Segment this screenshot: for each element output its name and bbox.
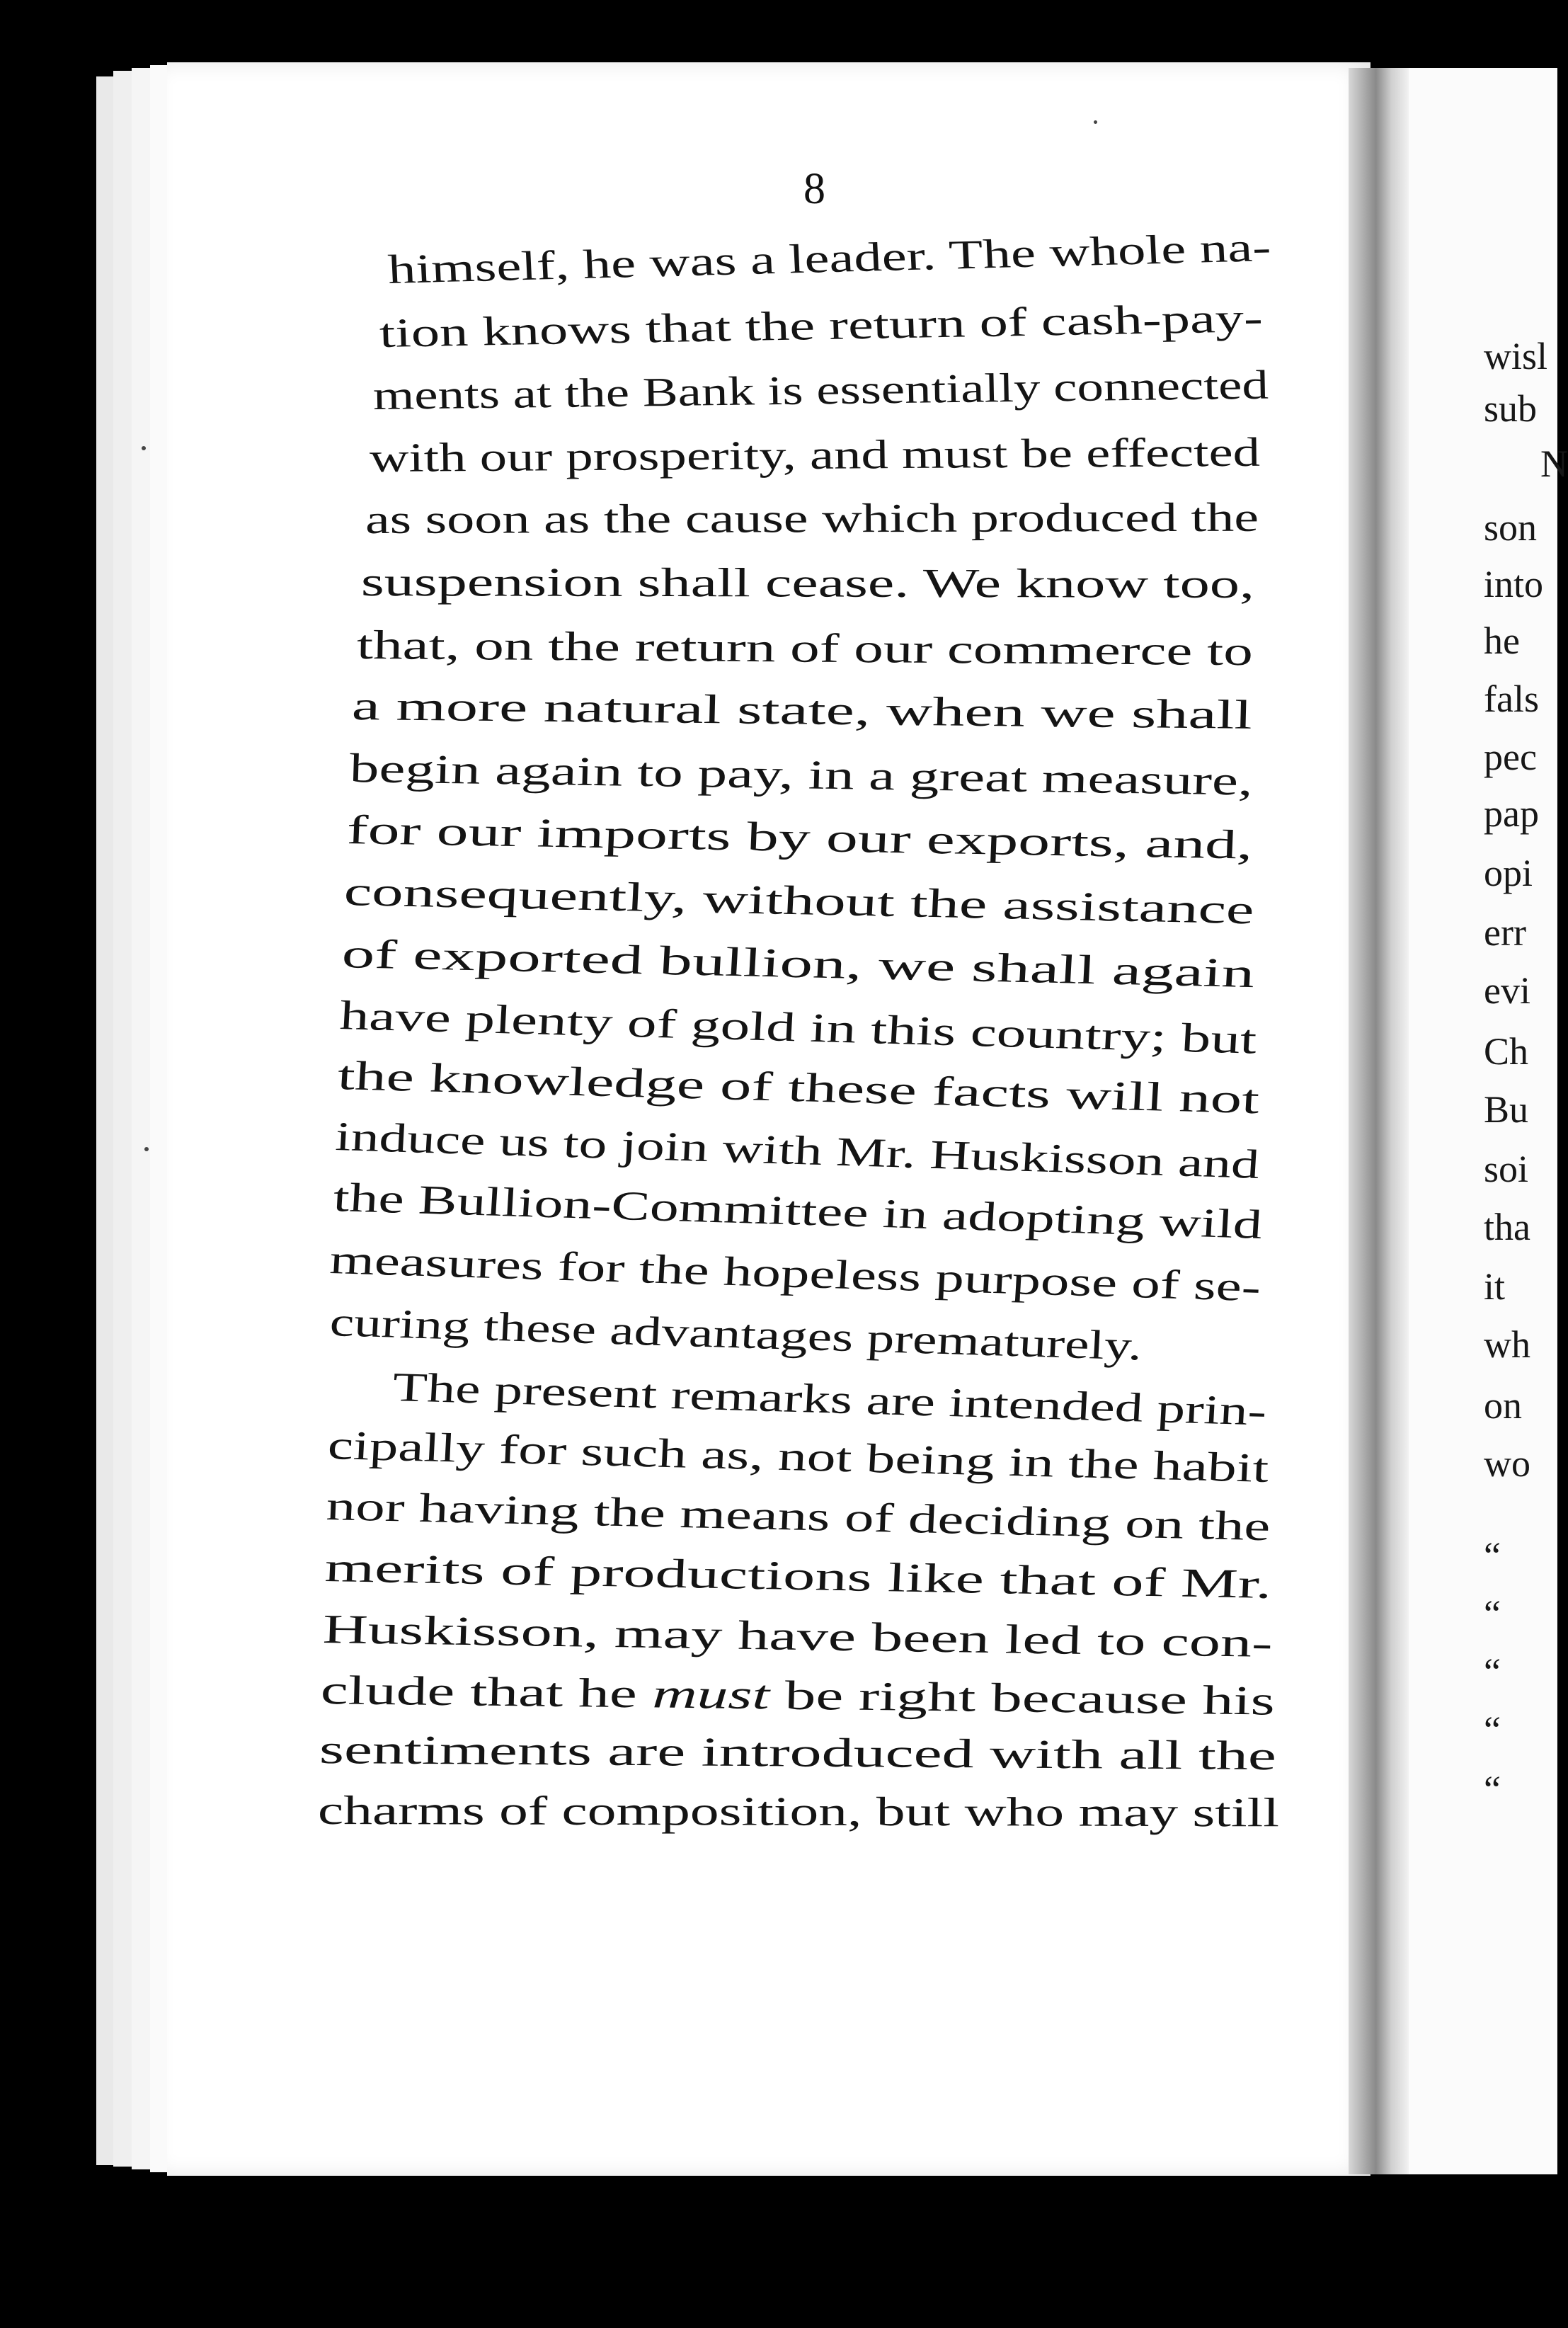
text-line-part: the knowledge of these facts will not [336, 1052, 1261, 1123]
text-line-part: ments at the Bank is essentially connected [372, 361, 1269, 418]
scan-speck [142, 446, 146, 450]
text-line-part: sentiments are introduced with all the [319, 1726, 1277, 1779]
emphasized-word: must [651, 1670, 770, 1718]
text-line-part: nor having the means of deciding on the [325, 1483, 1271, 1550]
facing-page-fragment: he [1484, 620, 1520, 662]
facing-page-fragment: soi [1484, 1148, 1529, 1190]
facing-page-fragment: “ [1484, 1768, 1501, 1810]
text-line-part: measures for the hopeless purpose of se- [328, 1236, 1262, 1311]
text-line-part: as soon as the cause which produced the [365, 493, 1259, 542]
scan-speck [144, 1147, 149, 1151]
text-line-part: of exported bullion, we shall again [341, 930, 1257, 997]
text-line-part: for our imports by our exports, and, [345, 806, 1254, 868]
facing-page-fragment: it [1484, 1265, 1506, 1308]
text-line-part: be right because his [769, 1672, 1276, 1724]
text-line-part: have plenty of gold in this country; but [338, 992, 1258, 1063]
facing-page-fragment: “ [1484, 1650, 1501, 1693]
text-line-part: suspension shall cease. We know too, [360, 559, 1255, 607]
text-line-part: tion knows that the return of cash-pay- [378, 295, 1264, 356]
text-line-part: The present remarks are intended prin- [391, 1364, 1268, 1434]
text-line-part: consequently, without the assistance [343, 868, 1255, 933]
facing-page-fragment: into [1484, 563, 1544, 605]
text-line-part: the Bullion-Committee in adopting wild [332, 1174, 1264, 1248]
text-line-part: cipally for such as, not being in the habit [326, 1422, 1270, 1491]
text-line-part: Huskisson, may have been led to con- [321, 1606, 1274, 1666]
facing-page-fragment: tha [1484, 1206, 1530, 1248]
facing-page-fragment: on [1484, 1384, 1522, 1427]
facing-page-fragment: opi [1484, 852, 1533, 894]
facing-page-fragment: son [1484, 506, 1538, 549]
scan-speck [1094, 120, 1097, 124]
text-line-part: himself, he was a leader. The whole na- [387, 223, 1272, 292]
facing-page-fragment: wo [1484, 1442, 1530, 1485]
facing-page-fragment: pec [1484, 736, 1537, 778]
text-line-part: a more natural state, when we shall [351, 683, 1253, 738]
text-line-part: that, on the return of our commerce to [356, 622, 1254, 675]
facing-page-fragment: fals [1484, 678, 1539, 720]
text-line-part: begin again to pay, in a great measure, [349, 745, 1254, 804]
text-line-part: with our prosperity, and must be effected [369, 428, 1261, 481]
facing-page-fragment: “ [1484, 1708, 1501, 1751]
text-line-part: charms of composition, but who may still [317, 1787, 1280, 1836]
facing-page-fragment: wh [1484, 1323, 1530, 1366]
facing-page-fragment: evi [1484, 969, 1530, 1012]
facing-page-fragment: pap [1484, 792, 1539, 835]
facing-page-fragment: sub [1484, 387, 1538, 430]
text-line-part: induce us to join with Mr. Huskisson and [334, 1113, 1261, 1187]
text-line-part: merits of productions like that of Mr. [324, 1544, 1273, 1607]
facing-page-fragment: “ [1484, 1592, 1501, 1635]
facing-page-fragment: N [1540, 443, 1568, 485]
facing-page-fragment: Ch [1484, 1030, 1529, 1073]
facing-page-fragment: Bu [1484, 1088, 1529, 1131]
text-line-part: clude that he [320, 1667, 653, 1717]
page-number: 8 [803, 165, 825, 213]
facing-page-fragment: “ [1484, 1534, 1501, 1577]
facing-page-fragment: err [1484, 911, 1526, 954]
facing-page-fragment: wisl [1484, 335, 1548, 377]
text-line-part: curing these advantages prematurely. [328, 1299, 1143, 1369]
